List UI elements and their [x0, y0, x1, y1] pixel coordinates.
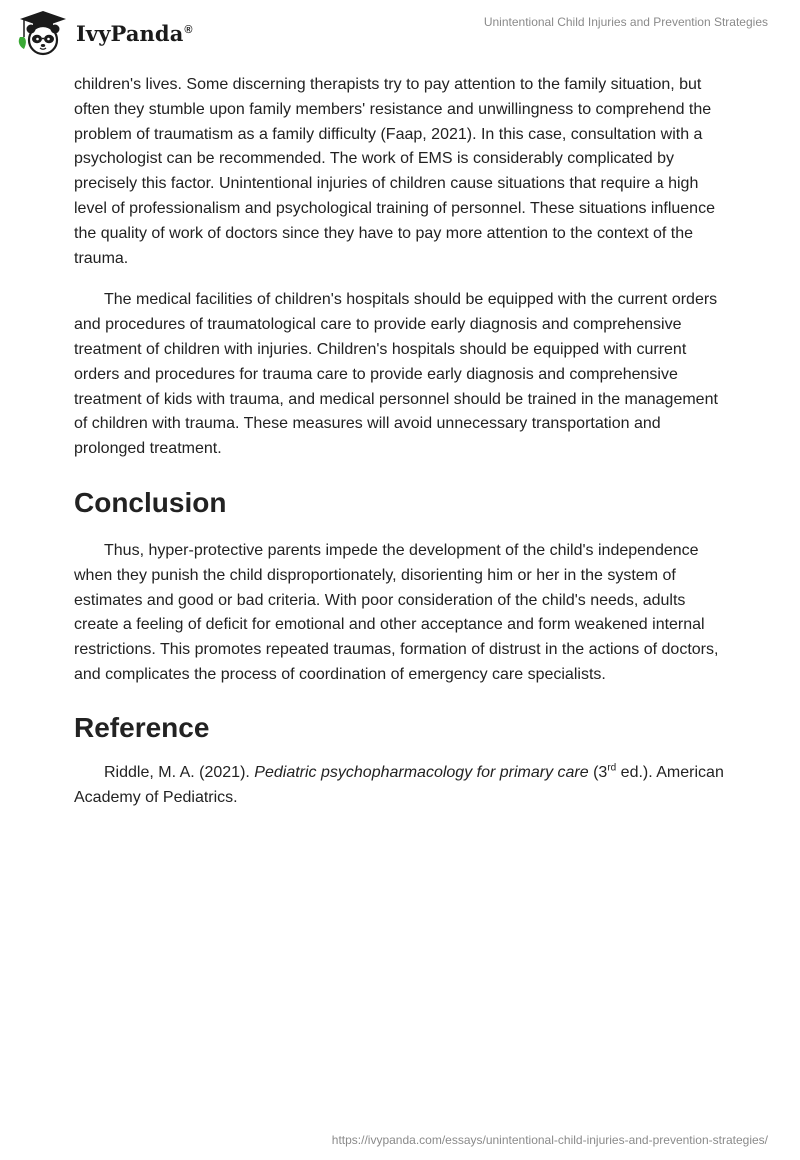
- reference-heading: Reference: [74, 711, 210, 743]
- conclusion-paragraph: Thus, hyper-protective parents impede the development of the child's independence when they punish the child disproportionately, disorienting him or her in the system of estimates and good or bad criteria. With poor consideration of the child's needs, adults create a feeling of deficit for emotional and other acceptance and form weakened internal restrictions. This promotes repeated traumas, formation of distrust in the actions of doctors, and complicates the process of coordination of emergency care specialists.: [74, 541, 719, 683]
- essay-content: [74, 73, 734, 810]
- brand-logo[interactable]: [14, 9, 193, 57]
- page-header: [0, 0, 800, 64]
- reference-entry: Riddle, M. A. (2021). Pediatric psychopharmacology for primary care (3rd ed.). American Academy of Pediatrics.: [74, 762, 724, 806]
- body-paragraph: The medical facilities of children's hospitals should be equipped with the current orders and procedures of traumatological care to provide early diagnosis and comprehensive treatment of children with injuries. Children's hospitals should be equipped with current orders and procedures for trauma care to provide early diagnosis and comprehensive treatment of kids with trauma, and medical personnel should be trained in the management of children with trauma. These measures will avoid unnecessary transportation and prolonged treatment.: [74, 291, 718, 458]
- panda-graduate-icon: [14, 9, 72, 57]
- document-title: Unintentional Child Injuries and Prevention Strategies: [483, 15, 768, 29]
- conclusion-heading: Conclusion: [74, 486, 227, 518]
- source-url[interactable]: https://ivypanda.com/essays/unintentional-child-injuries-and-prevention-strategies/: [331, 1133, 768, 1147]
- body-paragraph: children's lives. Some discerning therapists try to pay attention to the family situation, but often they stumble upon family members' resistance and unwillingness to comprehend the problem of traumatism as a family difficulty (Faap, 2021). In this case, consultation with a psychologist can be recommended. The work of EMS is considerably complicated by precisely this factor. Unintentional injuries of children cause situations that require a high level of professionalism and psychological training of personnel. These situations influence the quality of work of doctors since they have to pay more attention to the context of the trauma.: [74, 76, 715, 267]
- reference-title: Pediatric psychopharmacology for primary care: [254, 763, 589, 781]
- brand-name: IvyPanda®: [76, 20, 193, 46]
